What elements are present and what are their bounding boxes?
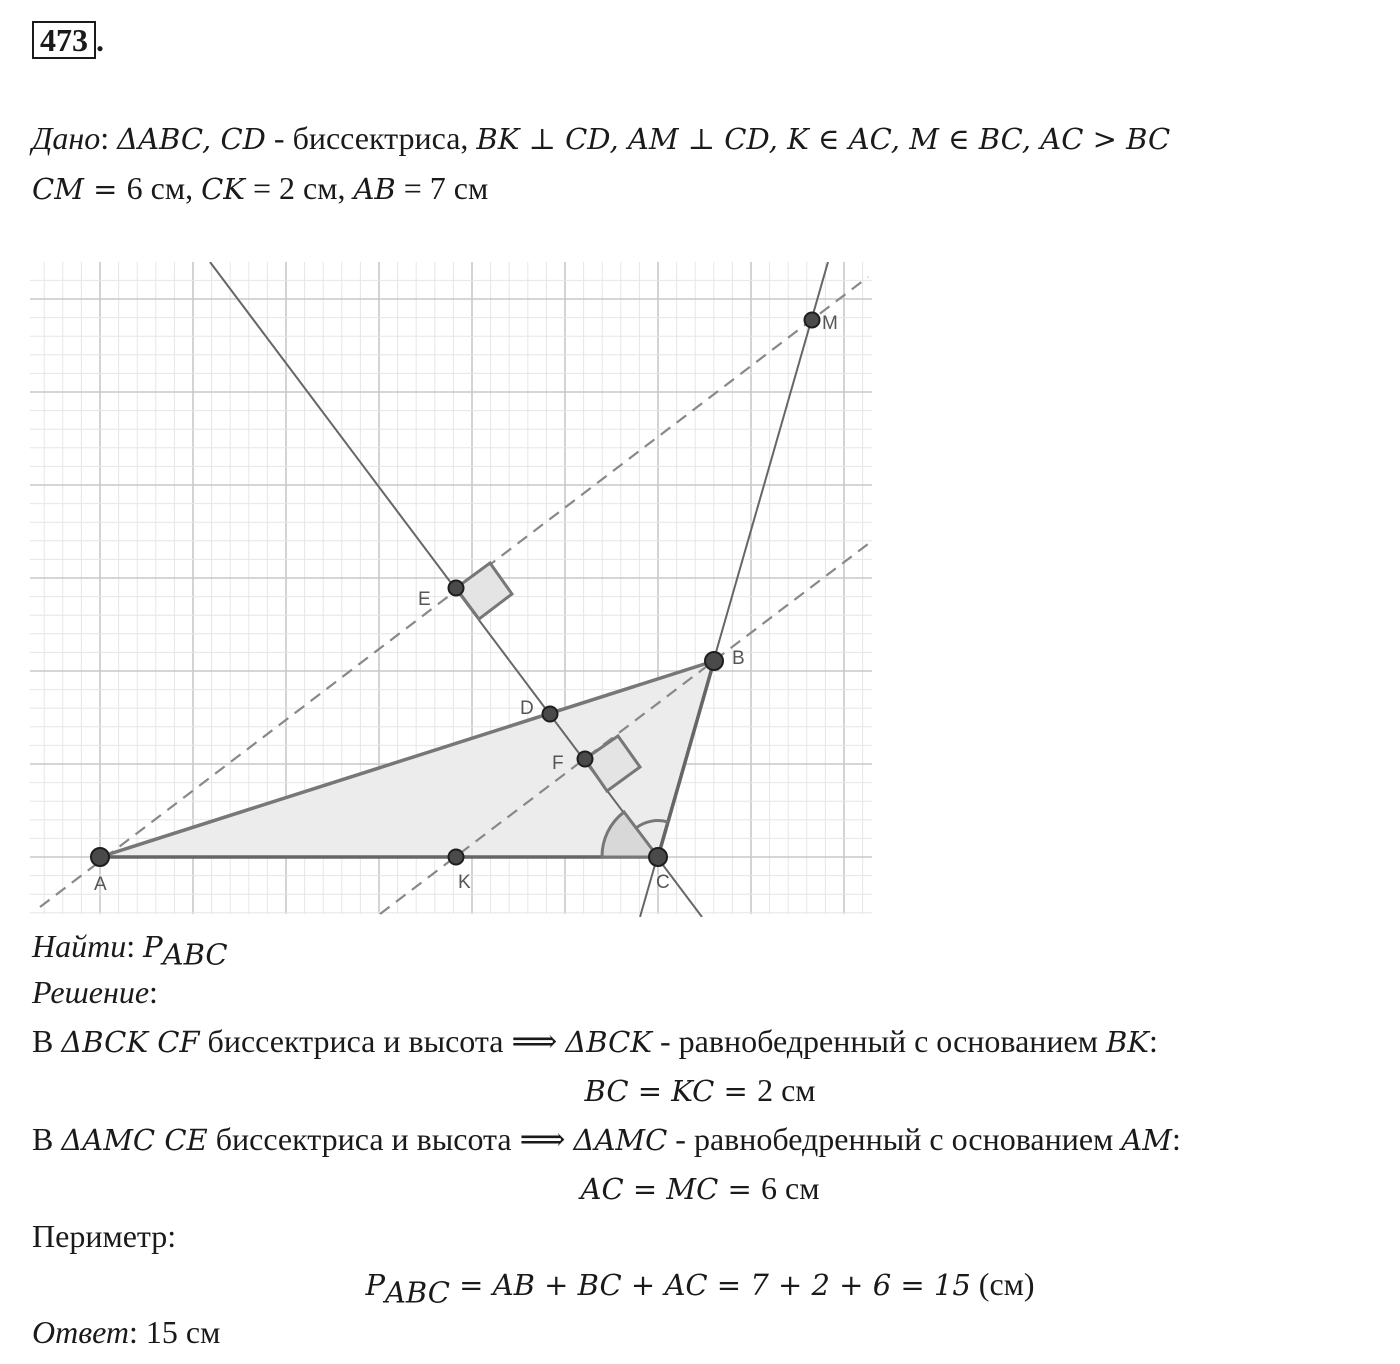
step1-triangle: ΔBCK CF: [61, 1025, 200, 1059]
given-triangle: ΔABC, CD: [117, 122, 266, 156]
point-label-f: F: [552, 753, 564, 774]
given-bisector-word: - биссектриса,: [265, 120, 477, 156]
eq1-lhs: BC = KC =: [584, 1074, 758, 1108]
point-label-b: B: [732, 648, 745, 669]
point-label-m: M: [822, 313, 838, 334]
given-ck-value: = 2 см,: [244, 170, 354, 206]
point-label-e: E: [418, 589, 431, 610]
given-line-1: Дано: ΔABC, CD - биссектриса, BK ⊥ CD, AM ⊥ CD, K ∈ AC, M ∈ BC, AC > BC: [32, 120, 1171, 156]
point-label-a: A: [94, 874, 107, 895]
eq3-p: P: [365, 1268, 385, 1302]
point-b: [705, 652, 723, 670]
step2-text: биссектриса и высота ⟹: [207, 1121, 574, 1157]
answer-line: [32, 1312, 220, 1352]
eq3-sub: ABC: [384, 1275, 450, 1310]
given-ab: AB: [353, 172, 396, 206]
answer-value: : 15 см: [129, 1314, 221, 1350]
eq3-unit: (см): [970, 1266, 1035, 1302]
point-k: [449, 850, 464, 865]
step1-base: BK: [1106, 1025, 1149, 1059]
point-label-d: D: [520, 698, 534, 719]
answer-label: Ответ: [32, 1314, 129, 1350]
step1-text-2: - равнобедренный с основанием: [651, 1023, 1106, 1059]
given-ck: CK: [201, 172, 245, 206]
problem-number-box: 473: [32, 21, 96, 59]
step1-text: биссектриса и высота ⟹: [199, 1023, 566, 1059]
point-f: [578, 752, 593, 767]
given-ab-value: = 7 см: [395, 170, 489, 206]
step2-base: AM: [1121, 1123, 1172, 1157]
given-conditions: BK ⊥ CD, AM ⊥ CD, K ∈ AC, M ∈ BC, AC > BC: [476, 122, 1171, 156]
find-line: Найти: $P_{ABC}$: [32, 928, 228, 972]
perimeter-label-line: [32, 1216, 176, 1256]
step1-colon: :: [1148, 1023, 1158, 1059]
eq2-lhs: AC = MC =: [580, 1172, 762, 1206]
find-target: P: [143, 930, 163, 964]
eq3-rest: = AB + BC + AC = 7 + 2 + 6 = 15: [449, 1268, 971, 1302]
point-a: [91, 848, 109, 866]
solution-step-2: [32, 1119, 1181, 1160]
solution-label-line: Решение:: [32, 974, 158, 1010]
find-target-sub: ABC: [162, 937, 228, 972]
right-angle-e: [456, 563, 512, 619]
step1-triangle-2: ΔBCK: [565, 1025, 652, 1059]
given-line-2: [32, 168, 488, 209]
step2-pre: В: [32, 1121, 62, 1157]
equation-2: [0, 1168, 1400, 1209]
eq1-value: 2 см: [757, 1072, 816, 1108]
find-label: Найти: [32, 928, 127, 964]
given-cm: CM =: [32, 172, 127, 206]
equation-3: [0, 1264, 1400, 1312]
solution-step-1: [32, 1021, 1158, 1062]
point-label-k: K: [458, 872, 471, 893]
point-d: [543, 707, 558, 722]
eq2-value: 6 см: [761, 1170, 820, 1206]
solution-label: Решение: [32, 974, 150, 1010]
step1-pre: В: [32, 1023, 62, 1059]
point-e: [449, 581, 464, 596]
equation-1: [0, 1070, 1400, 1111]
problem-number: [32, 20, 104, 60]
step2-triangle-2: ΔAMC: [573, 1123, 668, 1157]
problem-number-suffix: .: [96, 22, 104, 58]
given-cm-value: 6 см,: [126, 170, 202, 206]
step2-text-2: - равнобедренный с основанием: [667, 1121, 1122, 1157]
step2-triangle: ΔAMC CE: [61, 1123, 208, 1157]
point-m: [805, 313, 820, 328]
step2-colon: :: [1171, 1121, 1181, 1157]
point-label-c: C: [656, 872, 670, 893]
perimeter-label: Периметр:: [32, 1218, 177, 1254]
geometry-figure: [30, 262, 880, 917]
point-c: [649, 848, 667, 866]
given-label: Дано: [32, 120, 101, 156]
